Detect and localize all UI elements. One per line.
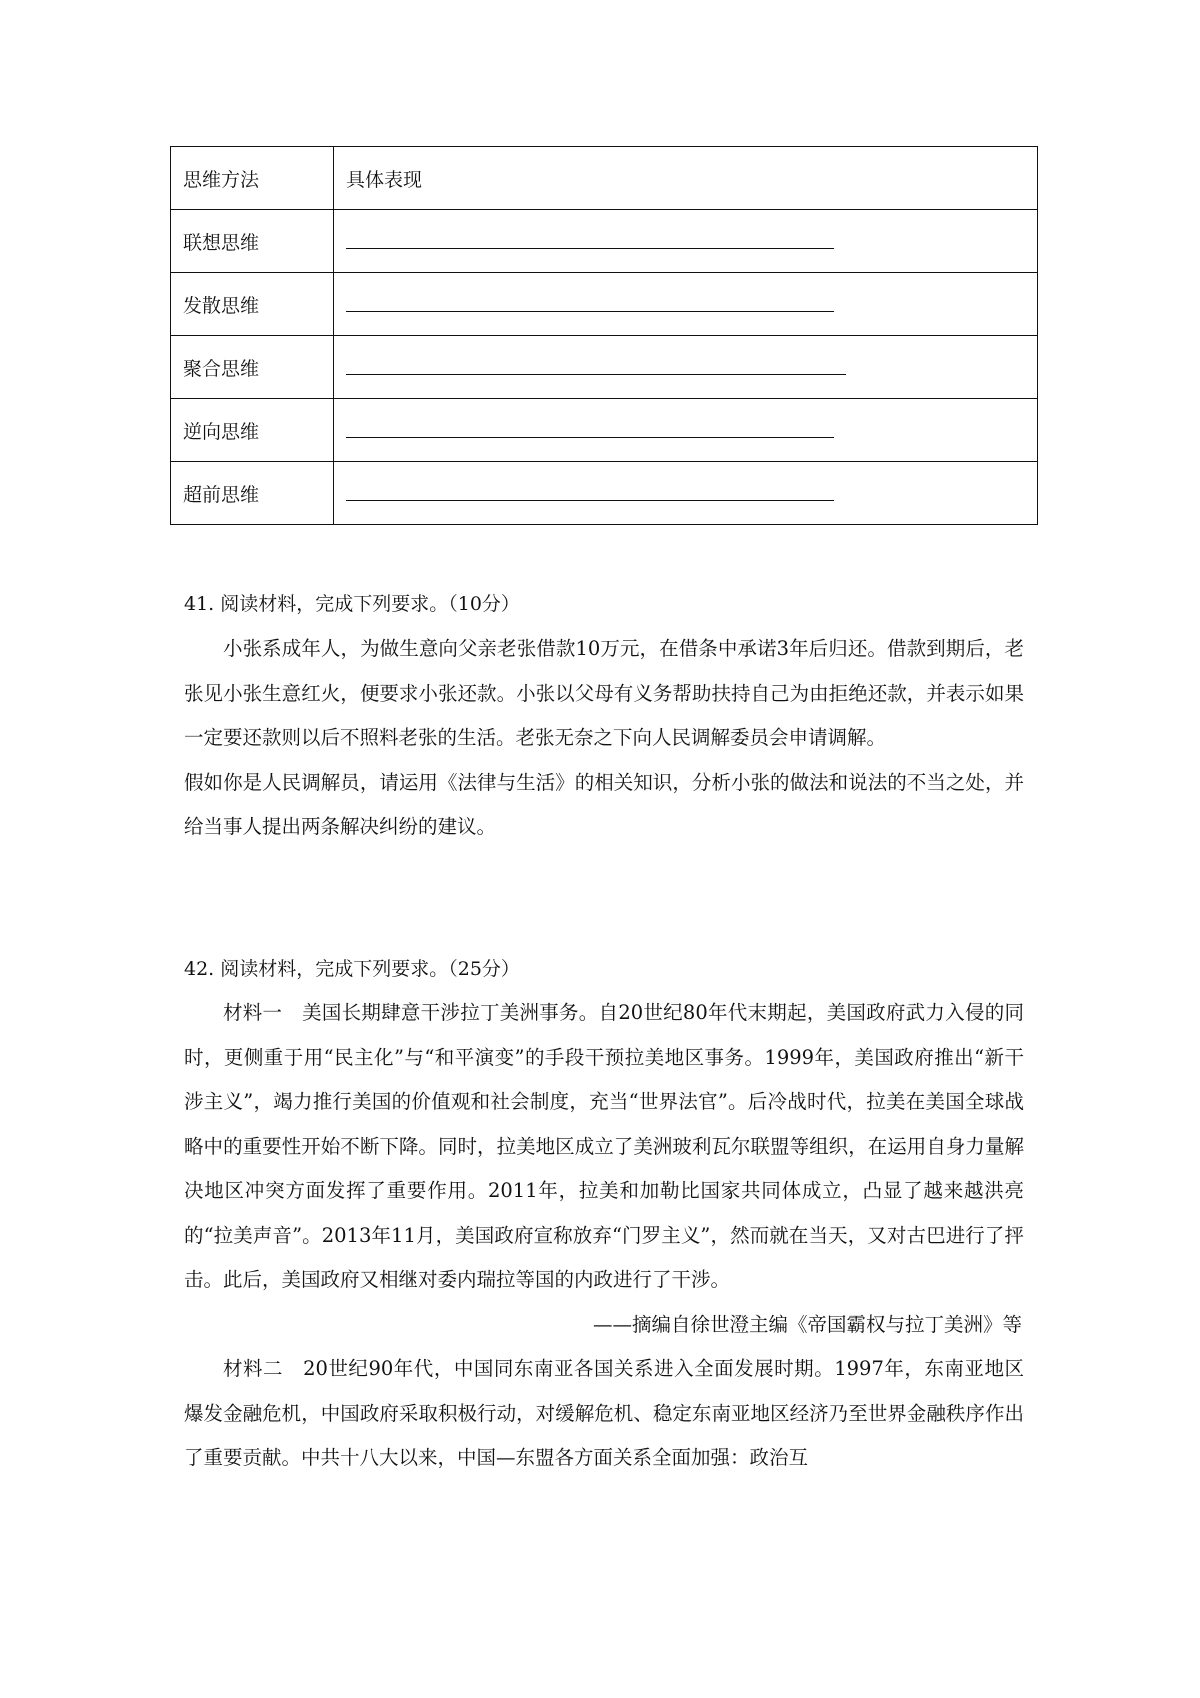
- question-42-body: [184, 991, 1024, 1481]
- answer-blank-line[interactable]: [346, 236, 834, 249]
- question-42-title: 42. 阅读材料，完成下列要求。（25分）: [184, 958, 520, 980]
- thinking-methods-table: [170, 146, 1038, 525]
- answer-blank-line[interactable]: [346, 488, 834, 501]
- material-1-source: ——摘编自徐世澄主编《帝国霸权与拉丁美洲》等: [592, 1312, 1022, 1336]
- method-cell: 超前思维: [171, 462, 334, 525]
- answer-blank-line[interactable]: [346, 362, 846, 375]
- answer-cell: [334, 462, 1038, 525]
- question-41-material: 小张系成年人，为做生意向父亲老张借款10万元，在借条中承诺3年后归还。借款到期后，老张见小张生意红火，便要求小张还款。小张以父母有义务帮助扶持自己为由拒绝还款，并表示如果一定要还款则以后不照料老张的生活。老张无奈之下向人民调解委员会申请调解。: [184, 637, 1024, 749]
- table-header-row: [171, 147, 1038, 210]
- table-row: [171, 399, 1038, 462]
- header-method: 思维方法: [171, 147, 334, 210]
- answer-blank-line[interactable]: [346, 425, 834, 438]
- answer-blank-line[interactable]: [346, 299, 834, 312]
- question-41-prompt: 假如你是人民调解员，请运用《法律与生活》的相关知识，分析小张的做法和说法的不当之处，并给当事人提出两条解决纠纷的建议。: [184, 770, 1024, 838]
- answer-cell: [334, 210, 1038, 273]
- header-detail: 具体表现: [334, 147, 1038, 210]
- table-row: [171, 462, 1038, 525]
- table-row: [171, 210, 1038, 273]
- method-cell: 发散思维: [171, 273, 334, 336]
- answer-cell: [334, 399, 1038, 462]
- method-cell: 逆向思维: [171, 399, 334, 462]
- question-42-material-2: 材料二 20世纪90年代，中国同东南亚各国关系进入全面发展时期。1997年，东南亚地区爆发金融危机，中国政府采取积极行动，对缓解危机、稳定东南亚地区经济乃至世界金融秩序作出了重要贡献。中共十八大以来，中国—东盟各方面关系全面加强：政治互: [184, 1357, 1024, 1469]
- table-row: [171, 336, 1038, 399]
- question-42-material-1: 材料一 美国长期肆意干涉拉丁美洲事务。自20世纪80年代末期起，美国政府武力入侵的同时，更侧重于用“民主化”与“和平演变”的手段干预拉美地区事务。1999年，美国政府推出“新干涉主义”，竭力推行美国的价值观和社会制度，充当“世界法官”。后冷战时代，拉美在美国全球战略中的重要性开始不断下降。同时，拉美地区成立了美洲玻利瓦尔联盟等组织，在运用自身力量解决地区冲突方面发挥了重要作用。2011年，拉美和加勒比国家共同体成立，凸显了越来越洪亮的“拉美声音”。2013年11月，美国政府宣称放弃“门罗主义”，然而就在当天，又对古巴进行了抨击。此后，美国政府又相继对委内瑞拉等国的内政进行了干涉。: [184, 1001, 1024, 1291]
- question-41-body: [184, 627, 1024, 850]
- method-cell: 联想思维: [171, 210, 334, 273]
- method-cell: 聚合思维: [171, 336, 334, 399]
- table-row: [171, 273, 1038, 336]
- answer-cell: [334, 336, 1038, 399]
- answer-cell: [334, 273, 1038, 336]
- question-41-title: 41. 阅读材料，完成下列要求。（10分）: [184, 593, 520, 615]
